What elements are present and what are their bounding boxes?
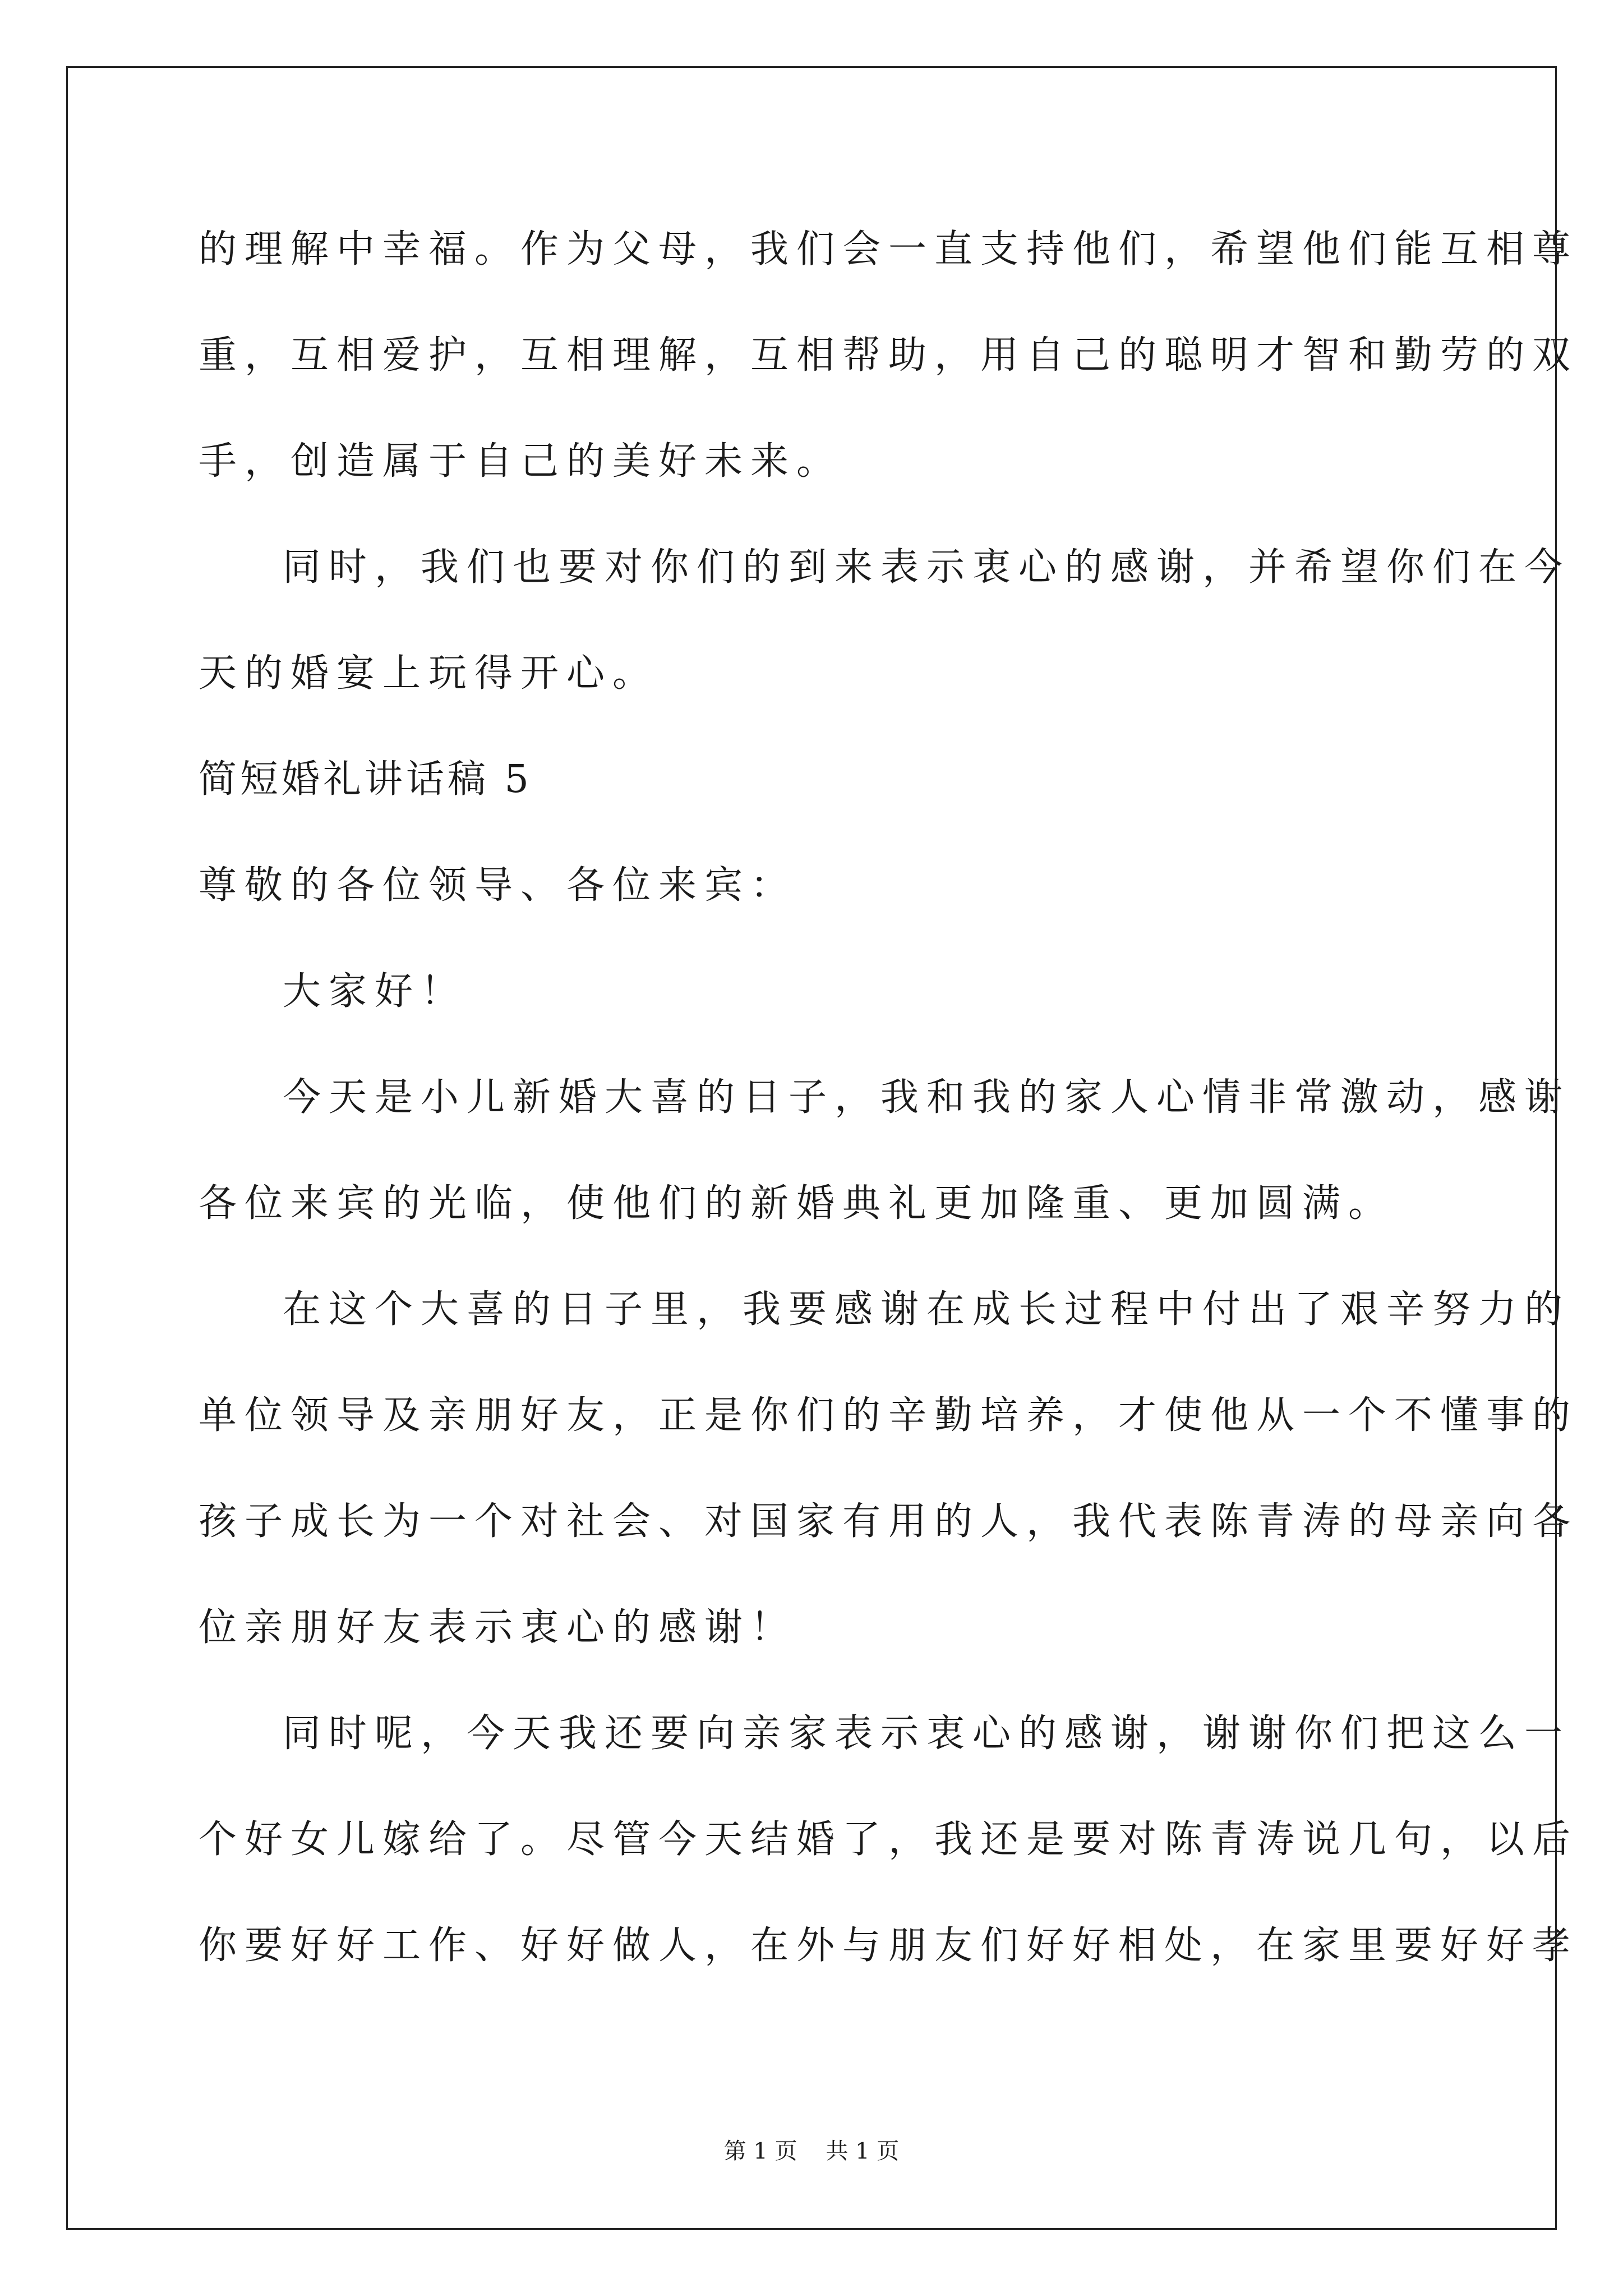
paragraph-first-line: 在这个大喜的日子里，我要感谢在成长过程中付出了艰辛努力的 bbox=[283, 1287, 1571, 1332]
text-line: 各位来宾的光临，使他们的新婚典礼更加隆重、更加圆满。 bbox=[199, 1181, 1395, 1226]
text-line: 位亲朋好友表示衷心的感谢！ bbox=[199, 1605, 797, 1650]
page-number-footer: 第 1 页 共 1 页 bbox=[723, 2138, 900, 2164]
text-line: 手，创造属于自己的美好未来。 bbox=[199, 439, 843, 484]
document-body bbox=[199, 219, 1579, 2021]
paragraph-first-line: 同时呢，今天我还要向亲家表示衷心的感谢，谢谢你们把这么一 bbox=[283, 1711, 1571, 1756]
salutation: 尊敬的各位领导、各位来宾： bbox=[199, 863, 797, 908]
paragraph-first-line: 今天是小儿新婚大喜的日子，我和我的家人心情非常激动，感谢 bbox=[283, 1075, 1571, 1120]
paragraph-first-line: 同时，我们也要对你们的到来表示衷心的感谢，并希望你们在今 bbox=[283, 545, 1571, 590]
text-line: 孩子成长为一个对社会、对国家有用的人，我代表陈青涛的母亲向各 bbox=[199, 1499, 1579, 1544]
text-line: 个好女儿嫁给了。尽管今天结婚了，我还是要对陈青涛说几句，以后 bbox=[199, 1818, 1579, 1862]
section-heading: 简短婚礼讲话稿 5 bbox=[199, 757, 532, 802]
text-line: 你要好好工作、好好做人，在外与朋友们好好相处，在家里要好好孝 bbox=[199, 1924, 1579, 1968]
text-line: 的理解中幸福。作为父母，我们会一直支持他们，希望他们能互相尊 bbox=[199, 227, 1579, 272]
text-line: 单位领导及亲朋好友，正是你们的辛勤培养，才使他从一个不懂事的 bbox=[199, 1393, 1579, 1438]
text-line: 重，互相爱护，互相理解，互相帮助，用自己的聪明才智和勤劳的双 bbox=[199, 333, 1579, 378]
greeting: 大家好！ bbox=[283, 969, 467, 1014]
text-line: 天的婚宴上玩得开心。 bbox=[199, 651, 659, 696]
